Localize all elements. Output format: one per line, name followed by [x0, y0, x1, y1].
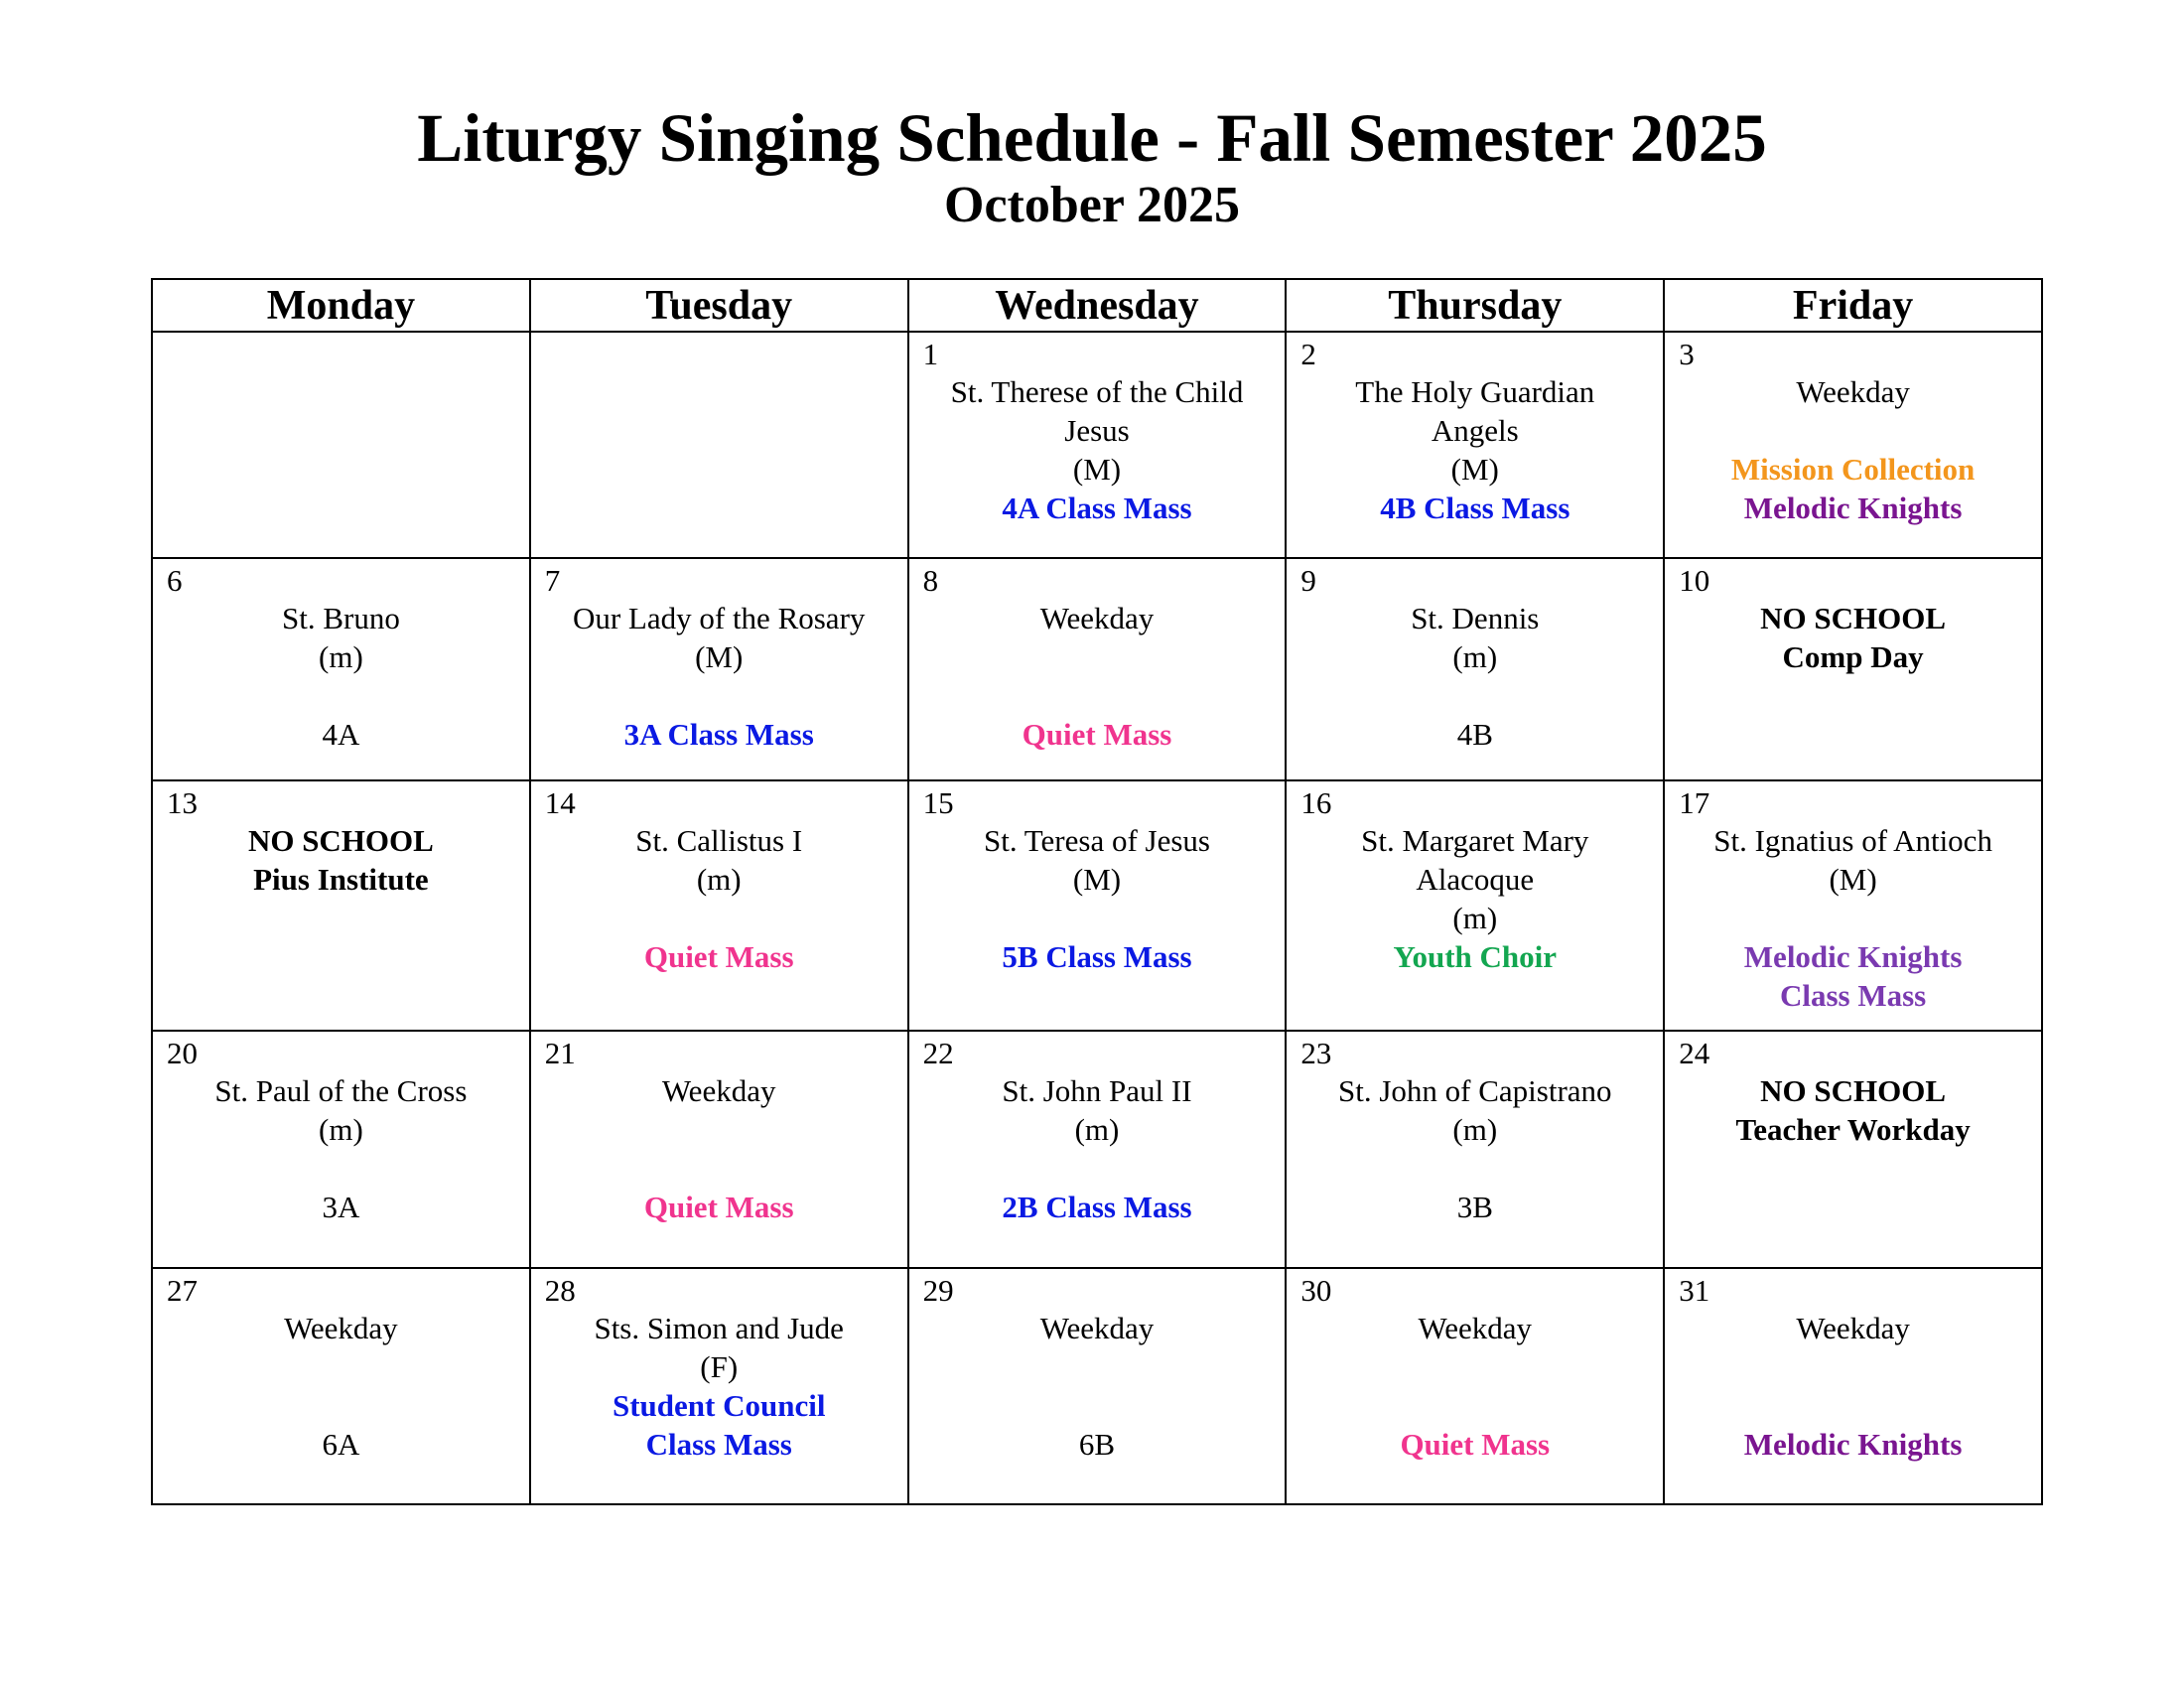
day-entry-line: (m)	[1452, 901, 1498, 935]
weekday-header-thursday: Thursday	[1286, 279, 1664, 332]
day-entries	[531, 1071, 907, 1226]
day-number: 6	[167, 563, 183, 598]
day-number: 8	[922, 563, 939, 598]
day-entry-line: Melodic Knights	[1743, 939, 1963, 974]
day-entry-line: (m)	[319, 1112, 363, 1147]
day-entry-line: 4B	[1456, 717, 1493, 752]
day-entries	[531, 821, 907, 976]
day-cell	[908, 1031, 1287, 1268]
day-entry-line	[1287, 1386, 1663, 1425]
page-title: Liturgy Singing Schedule - Fall Semester 2025	[417, 100, 1767, 176]
day-entry-line: 6B	[1078, 1427, 1116, 1462]
day-entry-line: 6A	[322, 1427, 360, 1462]
day-entry-line	[153, 1347, 529, 1386]
day-entry-line: Comp Day	[1782, 639, 1924, 674]
day-number	[531, 333, 907, 372]
day-entry-line	[531, 899, 907, 937]
day-number: 10	[1679, 563, 1710, 598]
day-number: 9	[1300, 563, 1316, 598]
day-entries	[1287, 821, 1663, 976]
day-entry-line: (M)	[1072, 862, 1122, 897]
day-entry-line: Quiet Mass	[1022, 717, 1172, 752]
day-entry-line: (m)	[696, 862, 742, 897]
day-entry-line: (M)	[1829, 862, 1877, 897]
day-entries	[153, 1071, 529, 1226]
day-entry-line: Weekday	[1039, 1311, 1155, 1345]
day-entry-line: (m)	[1452, 1112, 1498, 1147]
day-cell	[152, 558, 530, 780]
day-number: 15	[922, 785, 954, 820]
day-number: 2	[1300, 337, 1316, 371]
day-entry-line: 4A	[322, 717, 360, 752]
day-entry-line	[531, 1149, 907, 1188]
day-number: 16	[1300, 785, 1332, 820]
day-entry-line: 3A	[322, 1190, 360, 1224]
day-number: 14	[544, 785, 576, 820]
day-entry-line	[909, 899, 1286, 937]
day-entry-line	[909, 1347, 1286, 1386]
day-entry-line: 3A Class Mass	[623, 717, 814, 752]
day-cell	[1664, 558, 2042, 780]
day-cell	[530, 1031, 908, 1268]
day-cell	[152, 1031, 530, 1268]
day-cell	[908, 780, 1287, 1031]
day-cell	[1664, 780, 2042, 1031]
day-entries	[1287, 1071, 1663, 1226]
day-entry-line: NO SCHOOL	[1760, 1073, 1947, 1108]
day-number: 31	[1679, 1273, 1710, 1308]
day-entry-line: 2B Class Mass	[1002, 1190, 1192, 1224]
day-entry-line: Melodic Knights	[1743, 491, 1963, 525]
day-entry-line: 5B Class Mass	[1002, 939, 1192, 974]
day-entry-line: St. Bruno	[281, 601, 400, 635]
day-entries	[1287, 372, 1663, 527]
day-entry-line: (m)	[319, 639, 363, 674]
day-entries	[1665, 372, 2041, 527]
calendar-week-row	[152, 1268, 2042, 1504]
day-entry-line: St. Callistus I	[635, 823, 803, 858]
day-entry-line: St. Dennis	[1411, 601, 1540, 635]
day-number: 23	[1300, 1036, 1332, 1070]
day-entry-line	[1287, 1149, 1663, 1188]
day-cell	[152, 1268, 530, 1504]
day-entry-line	[153, 676, 529, 715]
day-number: 20	[167, 1036, 198, 1070]
weekday-header-tuesday: Tuesday	[530, 279, 908, 332]
day-entry-line: Student Council	[612, 1388, 826, 1423]
weekday-header-row	[152, 279, 2042, 332]
day-number: 29	[922, 1273, 954, 1308]
calendar-body	[152, 332, 2042, 1504]
day-cell	[908, 1268, 1287, 1504]
day-entries	[531, 1309, 907, 1464]
day-entry-line: (M)	[1072, 452, 1122, 487]
day-number: 30	[1300, 1273, 1332, 1308]
calendar-week-row	[152, 780, 2042, 1031]
day-entries	[153, 599, 529, 754]
day-cell	[1286, 780, 1664, 1031]
day-entry-line: Class Mass	[645, 1427, 792, 1462]
day-entry-line: St. Paul of the Cross	[214, 1073, 468, 1108]
day-entry-line: Weekday	[1418, 1311, 1533, 1345]
day-entry-line: Melodic Knights	[1743, 1427, 1963, 1462]
day-entry-line: Weekday	[1796, 374, 1910, 409]
day-cell	[1286, 332, 1664, 558]
day-number: 27	[167, 1273, 198, 1308]
day-cell	[530, 332, 908, 558]
day-entry-line: Weekday	[1039, 601, 1155, 635]
day-entries	[1665, 821, 2041, 1015]
day-entry-line: 4A Class Mass	[1002, 491, 1192, 525]
day-entries	[1665, 599, 2041, 676]
day-entry-line: St. Teresa of Jesus	[983, 823, 1210, 858]
day-entry-line	[531, 1110, 907, 1149]
day-entry-line: NO SCHOOL	[247, 823, 434, 858]
day-number: 13	[167, 785, 198, 820]
day-entry-line: Our Lady of the Rosary	[572, 601, 866, 635]
day-number	[153, 333, 529, 372]
day-entry-line	[531, 676, 907, 715]
day-entry-line	[1665, 1347, 2041, 1386]
day-number: 24	[1679, 1036, 1710, 1070]
day-entry-line: Sts. Simon and Jude	[594, 1311, 844, 1345]
day-entry-line	[909, 1149, 1286, 1188]
day-cell	[1286, 558, 1664, 780]
day-entry-line: NO SCHOOL	[1760, 601, 1947, 635]
day-cell	[908, 558, 1287, 780]
day-entry-line: Angels	[1431, 413, 1519, 448]
day-entries	[1665, 1309, 2041, 1464]
day-number: 3	[1679, 337, 1695, 371]
day-cell	[1664, 1031, 2042, 1268]
day-entries	[1287, 599, 1663, 754]
day-entry-line: (M)	[1450, 452, 1499, 487]
day-entry-line	[909, 676, 1286, 715]
day-entries	[153, 821, 529, 899]
calendar-grid	[151, 278, 2043, 1505]
day-cell	[152, 780, 530, 1031]
day-entries	[1665, 1071, 2041, 1149]
month-subtitle: October 2025	[944, 177, 1240, 233]
day-cell	[1286, 1031, 1664, 1268]
day-entries	[909, 599, 1286, 754]
day-entry-line: Quiet Mass	[643, 939, 794, 974]
day-entry-line: 4B Class Mass	[1380, 491, 1570, 525]
day-entry-line: 3B	[1456, 1190, 1493, 1224]
day-entry-line	[1665, 899, 2041, 937]
day-number: 7	[544, 563, 561, 598]
day-cell	[908, 332, 1287, 558]
day-entry-line: Quiet Mass	[643, 1190, 794, 1224]
day-entry-line: St. John of Capistrano	[1338, 1073, 1612, 1108]
day-cell	[530, 558, 908, 780]
day-entry-line: Youth Choir	[1393, 939, 1558, 974]
day-entry-line	[1665, 411, 2041, 450]
day-entry-line	[1287, 676, 1663, 715]
day-entry-line: St. Therese of the Child	[950, 374, 1244, 409]
day-entries	[909, 821, 1286, 976]
weekday-header-monday: Monday	[152, 279, 530, 332]
day-entry-line: (F)	[700, 1349, 739, 1384]
day-entry-line	[909, 1386, 1286, 1425]
day-entry-line	[1287, 1347, 1663, 1386]
day-entry-line: (m)	[1074, 1112, 1120, 1147]
day-entry-line	[909, 637, 1286, 676]
day-cell	[1664, 1268, 2042, 1504]
calendar-week-row	[152, 332, 2042, 558]
day-number: 22	[922, 1036, 954, 1070]
weekday-header-friday: Friday	[1664, 279, 2042, 332]
calendar-week-row	[152, 1031, 2042, 1268]
day-entry-line: Quiet Mass	[1400, 1427, 1551, 1462]
day-entry-line: Class Mass	[1779, 978, 1927, 1013]
day-number: 17	[1679, 785, 1710, 820]
day-cell	[152, 332, 530, 558]
day-entry-line: St. John Paul II	[1002, 1073, 1192, 1108]
day-entries	[153, 1309, 529, 1464]
day-entry-line	[153, 1386, 529, 1425]
day-cell	[1286, 1268, 1664, 1504]
day-entry-line: (M)	[695, 639, 744, 674]
day-entry-line: Pius Institute	[253, 862, 429, 897]
day-entries	[1287, 1309, 1663, 1464]
day-entry-line	[1665, 1386, 2041, 1425]
day-cell	[1664, 332, 2042, 558]
day-entry-line: Jesus	[1064, 413, 1130, 448]
day-entries	[909, 372, 1286, 527]
day-cell	[530, 780, 908, 1031]
day-entry-line: Alacoque	[1416, 862, 1535, 897]
day-entry-line	[153, 1149, 529, 1188]
day-entry-line: (m)	[1452, 639, 1498, 674]
day-entries	[909, 1309, 1286, 1464]
day-entry-line: Weekday	[1796, 1311, 1910, 1345]
weekday-header-wednesday: Wednesday	[908, 279, 1287, 332]
day-number: 1	[922, 337, 939, 371]
day-entries	[531, 599, 907, 754]
day-entry-line: The Holy Guardian	[1355, 374, 1595, 409]
day-number: 21	[544, 1036, 576, 1070]
day-entry-line: Teacher Workday	[1735, 1112, 1971, 1147]
day-entry-line: St. Margaret Mary	[1361, 823, 1589, 858]
calendar-week-row	[152, 558, 2042, 780]
day-cell	[530, 1268, 908, 1504]
day-entry-line: St. Ignatius of Antioch	[1713, 823, 1992, 858]
day-entry-line: Mission Collection	[1730, 452, 1976, 487]
day-entry-line: Weekday	[661, 1073, 776, 1108]
day-entry-line: Weekday	[284, 1311, 398, 1345]
day-number: 28	[544, 1273, 576, 1308]
day-entries	[909, 1071, 1286, 1226]
